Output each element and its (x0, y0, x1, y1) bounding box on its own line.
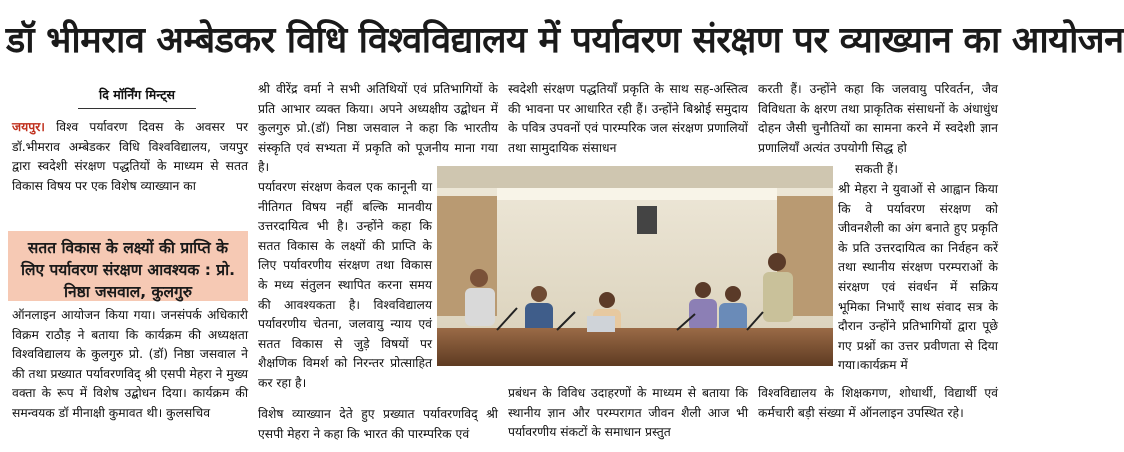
headline: डॉ भीमराव अम्बेडकर विधि विश्वविद्यालय में पर्यावरण संरक्षण पर व्याख्यान का आयोजन (6, 20, 1124, 61)
dateline-city: जयपुर। (12, 120, 45, 134)
photo-frame (637, 206, 657, 234)
col1-top-text: विश्व पर्यावरण दिवस के अवसर पर डॉ.भीमराव अम्बेडकर विधि विश्वविद्यालय, जयपुर द्वारा स्वदेशी संरक्षण पद्धतियों के माध्यम से सतत विकास विषय पर एक विशेष व्याख्यान का (12, 120, 248, 193)
byline: दि मॉर्निंग मिन्ट्स (78, 82, 196, 109)
col4-top: करती हैं। उन्होंने कहा कि जलवायु परिवर्तन, जैव विविधता के क्षरण तथा प्राकृतिक संसाधनों के अंधाधुंध दोहन जैसी चुनौतियों का सामना करने में स्वदेशी ज्ञान प्रणालियाँ अत्यंत उपयोगी सिद्ध हो (758, 82, 998, 155)
photo-ceiling (437, 166, 833, 188)
col1-bottom: ऑनलाइन आयोजन किया गया। जनसंपर्क अधिकारी विक्रम राठौड़ ने बताया कि कार्यक्रम की अध्यक्षता विश्वविद्यालय के कुलगुरु प्रो. (डॉ) निष्ठा जसवाल ने की तथा प्रख्यात पर्यावरणविद् श्री एसपी मेहरा ने मुख्य वक्ता के रूप में विशेष उद्बोधन दिया। कार्यक्रम की समन्वयक डॉ मीनाक्षी कुमावत थी। कुलसचिव (12, 308, 248, 420)
col3-bottom: प्रबंधन के विविध उदाहरणों के माध्यम से बताया कि स्थानीय ज्ञान और परम्परागत जीवन शैली आज भी पर्यावरणीय संकटों के समाधान प्रस्तुत (508, 386, 748, 440)
photo-table (437, 328, 833, 366)
col3-top: स्वदेशी संरक्षण पद्धतियाँ प्रकृति के साथ सह-अस्तित्व की भावना पर आधारित रही हैं। उन्होंने बिश्नोई समुदाय के पवित्र उपवनों एवं पारम्परिक जल संरक्षण प्रणालियों तथा सामुदायिक संसाधन (508, 82, 748, 155)
photo-laptop (587, 316, 615, 332)
pullquote: सतत विकास के लक्ष्यों की प्राप्ति के लिए पर्यावरण संरक्षण आवश्यक : प्रो. निष्ठा जसवाल, कुलगुरु (8, 231, 248, 301)
col4-fragment: सकती हैं। (854, 162, 898, 176)
col2-top: श्री वीरेंद्र वर्मा ने सभी अतिथियों एवं प्रतिभागियों के प्रति आभार व्यक्त किया। अपने अध्यक्षीय उद्बोधन में कुलगुरु प्रो.(डॉ) निष्ठा जसवाल ने कहा कि भारतीय संस्कृति एवं सभ्यता में प्रकृति को पूजनीय माना गया है। (258, 82, 498, 175)
col2-mid: पर्यावरण संरक्षण केवल एक कानूनी या नीतिगत विषय नहीं बल्कि मानवीय उत्तरदायित्व भी है। उन्होंने कहा कि सतत विकास के लक्ष्यों की प्राप्ति के लिए पर्यावरणीय संरक्षण तथा विकास के मध्य संतुलन स्थापित करना समय की आवश्यकता है। विश्वविद्यालय पर्यावरणीय चेतना, जलवायु न्याय एवं सतत विकास से जुड़े विषयों पर शैक्षणिक विमर्श को निरन्तर प्रोत्साहित कर रहा है। (258, 180, 432, 390)
col2-bottom: विशेष व्याख्यान देते हुए प्रख्यात पर्यावरणविद् श्री एसपी मेहरा ने कहा कि भारत की पारम्परिक एवं (258, 407, 498, 441)
col4-mid: श्री मेहरा ने युवाओं से आह्वान किया कि वे पर्यावरण संरक्षण को जीवनशैली का अंग बनाते हुए प्रकृति के प्रति उत्तरदायित्व का निर्वहन करें तथा स्थानीय संरक्षण परम्पराओं के संरक्षण एवं संवर्धन में सक्रिय भूमिका निभाएँ साथ संवाद सत्र के दौरान उन्होंने प्रतिभागियों द्वारा पूछे गए प्रश्नों का उत्तर प्रवीणता से दिया गया।कार्यक्रम में (838, 182, 998, 373)
col1-top (12, 118, 248, 222)
photo-light (497, 188, 777, 200)
col4-bottom: विश्वविद्यालय के शिक्षकगण, शोधार्थी, विद्यार्थी एवं कर्मचारी बड़ी संख्या में ऑनलाइन उपस्थित रहे। (758, 386, 998, 420)
event-photo (437, 166, 833, 366)
event-photo-illustration (437, 166, 833, 366)
